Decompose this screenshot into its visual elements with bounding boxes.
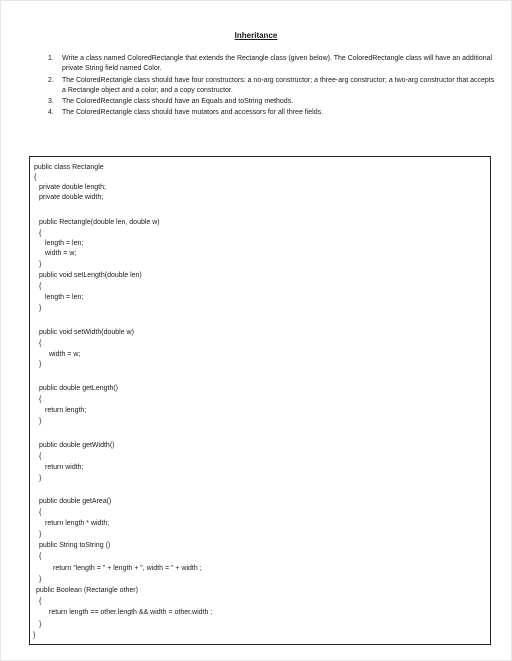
code-line: }	[39, 261, 42, 268]
instruction-list	[48, 54, 496, 120]
code-line: }	[39, 305, 42, 312]
instruction-number: 1.	[48, 55, 54, 62]
instruction-item	[48, 108, 496, 118]
code-line: {	[39, 340, 42, 347]
code-line: }	[39, 475, 42, 482]
code-line: {	[39, 230, 42, 237]
code-line: return length == other.length && width = other.width ;	[49, 609, 213, 616]
code-line: }	[39, 418, 42, 425]
code-line: public void setWidth(double w)	[39, 329, 134, 336]
code-line: {	[39, 509, 42, 516]
instruction-number: 3.	[48, 98, 54, 106]
code-line: }	[39, 531, 42, 538]
code-line: {	[34, 174, 37, 181]
code-line: }	[39, 621, 42, 628]
code-line: }	[39, 361, 42, 368]
code-line: width = w;	[45, 250, 77, 257]
code-line: public void setLength(double len)	[39, 272, 142, 279]
instruction-item	[48, 76, 496, 97]
instruction-number: 4.	[48, 109, 54, 117]
instruction-text: The ColoredRectangle class should have mutators and accessors for all three fields.	[62, 109, 324, 117]
code-line: length = len;	[45, 294, 84, 301]
code-line: return "length = " + length + ", width = " + width ;	[53, 565, 202, 572]
code-line: public double getLength()	[39, 385, 119, 392]
code-line: {	[39, 453, 42, 460]
instruction-text: The ColoredRectangle class should have an Equals and toString methods.	[62, 98, 294, 106]
code-line: public double getArea()	[39, 498, 112, 505]
instruction-item	[48, 97, 496, 107]
code-line: return length * width;	[45, 520, 110, 527]
code-line: }	[33, 632, 36, 639]
code-listing-box	[29, 156, 491, 645]
code-line: {	[39, 598, 42, 605]
code-line: private double width;	[39, 194, 104, 201]
code-line: public class Rectangle	[34, 164, 104, 171]
code-line: public double getWidth()	[39, 442, 115, 449]
code-line: private double length;	[39, 184, 106, 191]
code-line: }	[39, 576, 42, 583]
instruction-number: 2.	[48, 76, 54, 84]
code-line: public Boolean (Rectangle other)	[36, 587, 138, 594]
code-line: public Rectangle(double len, double w)	[39, 219, 160, 226]
code-line: width = w;	[49, 351, 81, 358]
code-line: return width;	[45, 464, 84, 471]
instruction-item	[48, 54, 496, 75]
code-line: {	[39, 396, 42, 403]
code-line: {	[39, 283, 42, 290]
code-line: length = len;	[45, 240, 84, 247]
code-line: {	[39, 553, 42, 560]
code-line: public String toString ()	[39, 542, 111, 549]
instruction-text: Write a class named ColoredRectangle that extends the Rectangle class (given below). The ColoredRectangle class will have an additional private String field named Color.	[62, 55, 493, 73]
instruction-text: The ColoredRectangle class should have four constructors: a no-arg constructor; a three-arg constructor; a two-arg constructor that accepts a Rectangle object and a color; and a copy constructor.	[62, 76, 495, 94]
code-line: return length;	[45, 407, 87, 414]
page-title: Inheritance	[234, 31, 278, 40]
